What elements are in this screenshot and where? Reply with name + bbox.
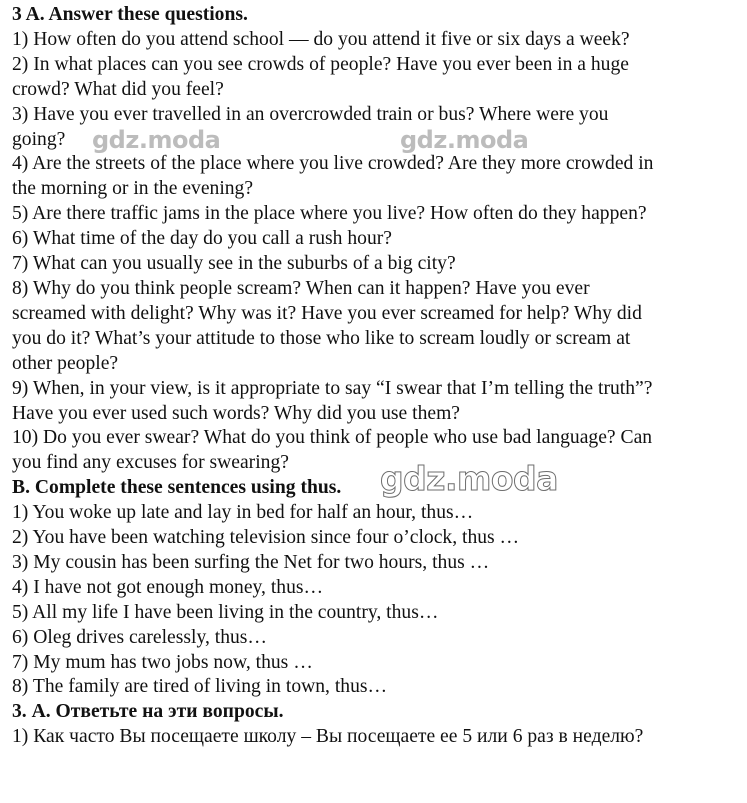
- question-line: 4) Are the streets of the place where you live crowded? Are they more crowded in: [12, 153, 654, 175]
- sentence-line: 5) All my life I have been living in the country, thus…: [12, 601, 439, 623]
- question-line: 2) In what places can you see crowds of people? Have you ever been in a huge: [12, 53, 629, 75]
- question-line: 7) What can you usually see in the suburbs of a big city?: [12, 253, 456, 275]
- question-line: you find any excuses for swearing?: [12, 452, 289, 474]
- question-line: 8) Why do you think people scream? When can it happen? Have you ever: [12, 277, 590, 299]
- question-line: you do it? What’s your attitude to those who like to scream loudly or scream at: [12, 327, 631, 349]
- question-line: the morning or in the evening?: [12, 178, 254, 200]
- sentence-line: 6) Oleg drives carelessly, thus…: [12, 626, 268, 648]
- question-line: 1) How often do you attend school — do you attend it five or six days a week?: [12, 28, 630, 50]
- sentence-line: 7) My mum has two jobs now, thus …: [12, 651, 313, 673]
- section-a-heading: 3 A. Answer these questions.: [12, 4, 248, 25]
- sentence-line: 4) I have not got enough money, thus…: [12, 576, 324, 598]
- watermark: gdz.moda: [380, 459, 558, 498]
- question-line: 6) What time of the day do you call a rush hour?: [12, 228, 392, 250]
- watermark: gdz.moda: [92, 126, 221, 154]
- question-line: 5) Are there traffic jams in the place where you live? How often do they happen?: [12, 203, 647, 225]
- question-line-ru: 1) Как часто Вы посещаете школу – Вы посещаете ее 5 или 6 раз в неделю?: [12, 726, 644, 748]
- question-line: Have you ever used such words? Why did you use them?: [12, 402, 461, 424]
- question-line: 10) Do you ever swear? What do you think of people who use bad language? Can: [12, 427, 653, 449]
- watermark: gdz.moda: [400, 126, 529, 154]
- question-line: other people?: [12, 352, 119, 374]
- question-line: going?: [12, 128, 66, 150]
- sentence-line: 8) The family are tired of living in town, thus…: [12, 676, 388, 698]
- section-b-heading: B. Complete these sentences using thus.: [12, 477, 342, 499]
- question-line: 3) Have you ever travelled in an overcrowded train or bus? Where were you: [12, 103, 609, 125]
- question-line: screamed with delight? Why was it? Have you ever screamed for help? Why did: [12, 302, 642, 324]
- section-ru-heading: 3. А. Ответьте на эти вопросы.: [12, 701, 284, 723]
- question-line: 9) When, in your view, is it appropriate to say “I swear that I’m telling the truth”?: [12, 377, 653, 399]
- sentence-line: 3) My cousin has been surfing the Net for two hours, thus …: [12, 551, 490, 573]
- question-line: crowd? What did you feel?: [12, 78, 224, 100]
- document-page: [12, 3, 742, 750]
- sentence-line: 2) You have been watching television since four o’clock, thus …: [12, 527, 520, 549]
- sentence-line: 1) You woke up late and lay in bed for half an hour, thus…: [12, 502, 474, 524]
